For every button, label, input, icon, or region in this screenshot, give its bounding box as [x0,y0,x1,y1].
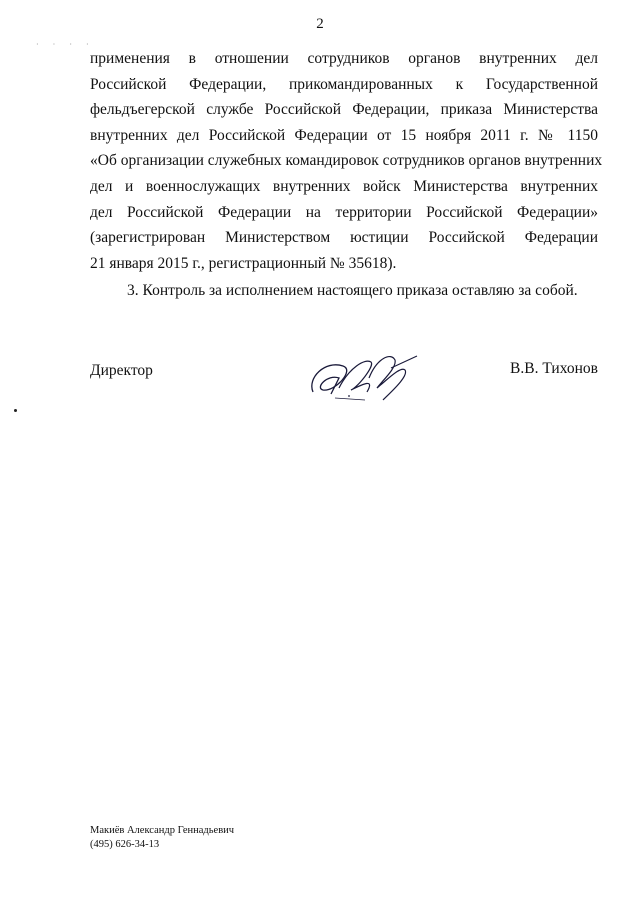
scan-artifact-margin-dot [14,409,17,412]
body-line: «Об организации служебных командировок сотрудников органов внутренних [90,152,603,170]
signature-block [90,360,598,400]
page-number: 2 [316,16,324,32]
body-line: дел и военнослужащих внутренних войск Министерства внутренних [90,177,598,195]
signatory-name: В.В. Тихонов [510,360,598,377]
body-line: (зарегистрирован Министерством юстиции Российской Федерации [90,229,598,247]
body-line: Российской Федерации, прикомандированных к Государственной [90,75,598,93]
body-line: внутренних дел Российской Федерации от 15 ноября 2011 г. № 1150 [90,126,598,144]
executor-info [90,824,234,852]
signatory-title: Директор [90,362,153,379]
body-line: фельдъегерской службе Российской Федерации, приказа Министерства [90,101,598,119]
body-line: 21 января 2015 г., регистрационный № 35618). [90,254,397,272]
scan-artifact-dots: · · · · [36,40,95,49]
paragraph-3: 3. Контроль за исполнением настоящего приказа оставляю за собой. [127,282,578,299]
handwritten-signature [305,348,425,404]
executor-name: Макиёв Александр Геннадьевич [90,825,235,836]
body-line: применения в отношении сотрудников органов внутренних дел [90,50,598,67]
body-line: дел Российской Федерации на территории Российской Федерации» [90,203,598,221]
executor-phone: (495) 626-34-13 [90,839,160,850]
body-paragraph-continuation [90,46,603,276]
